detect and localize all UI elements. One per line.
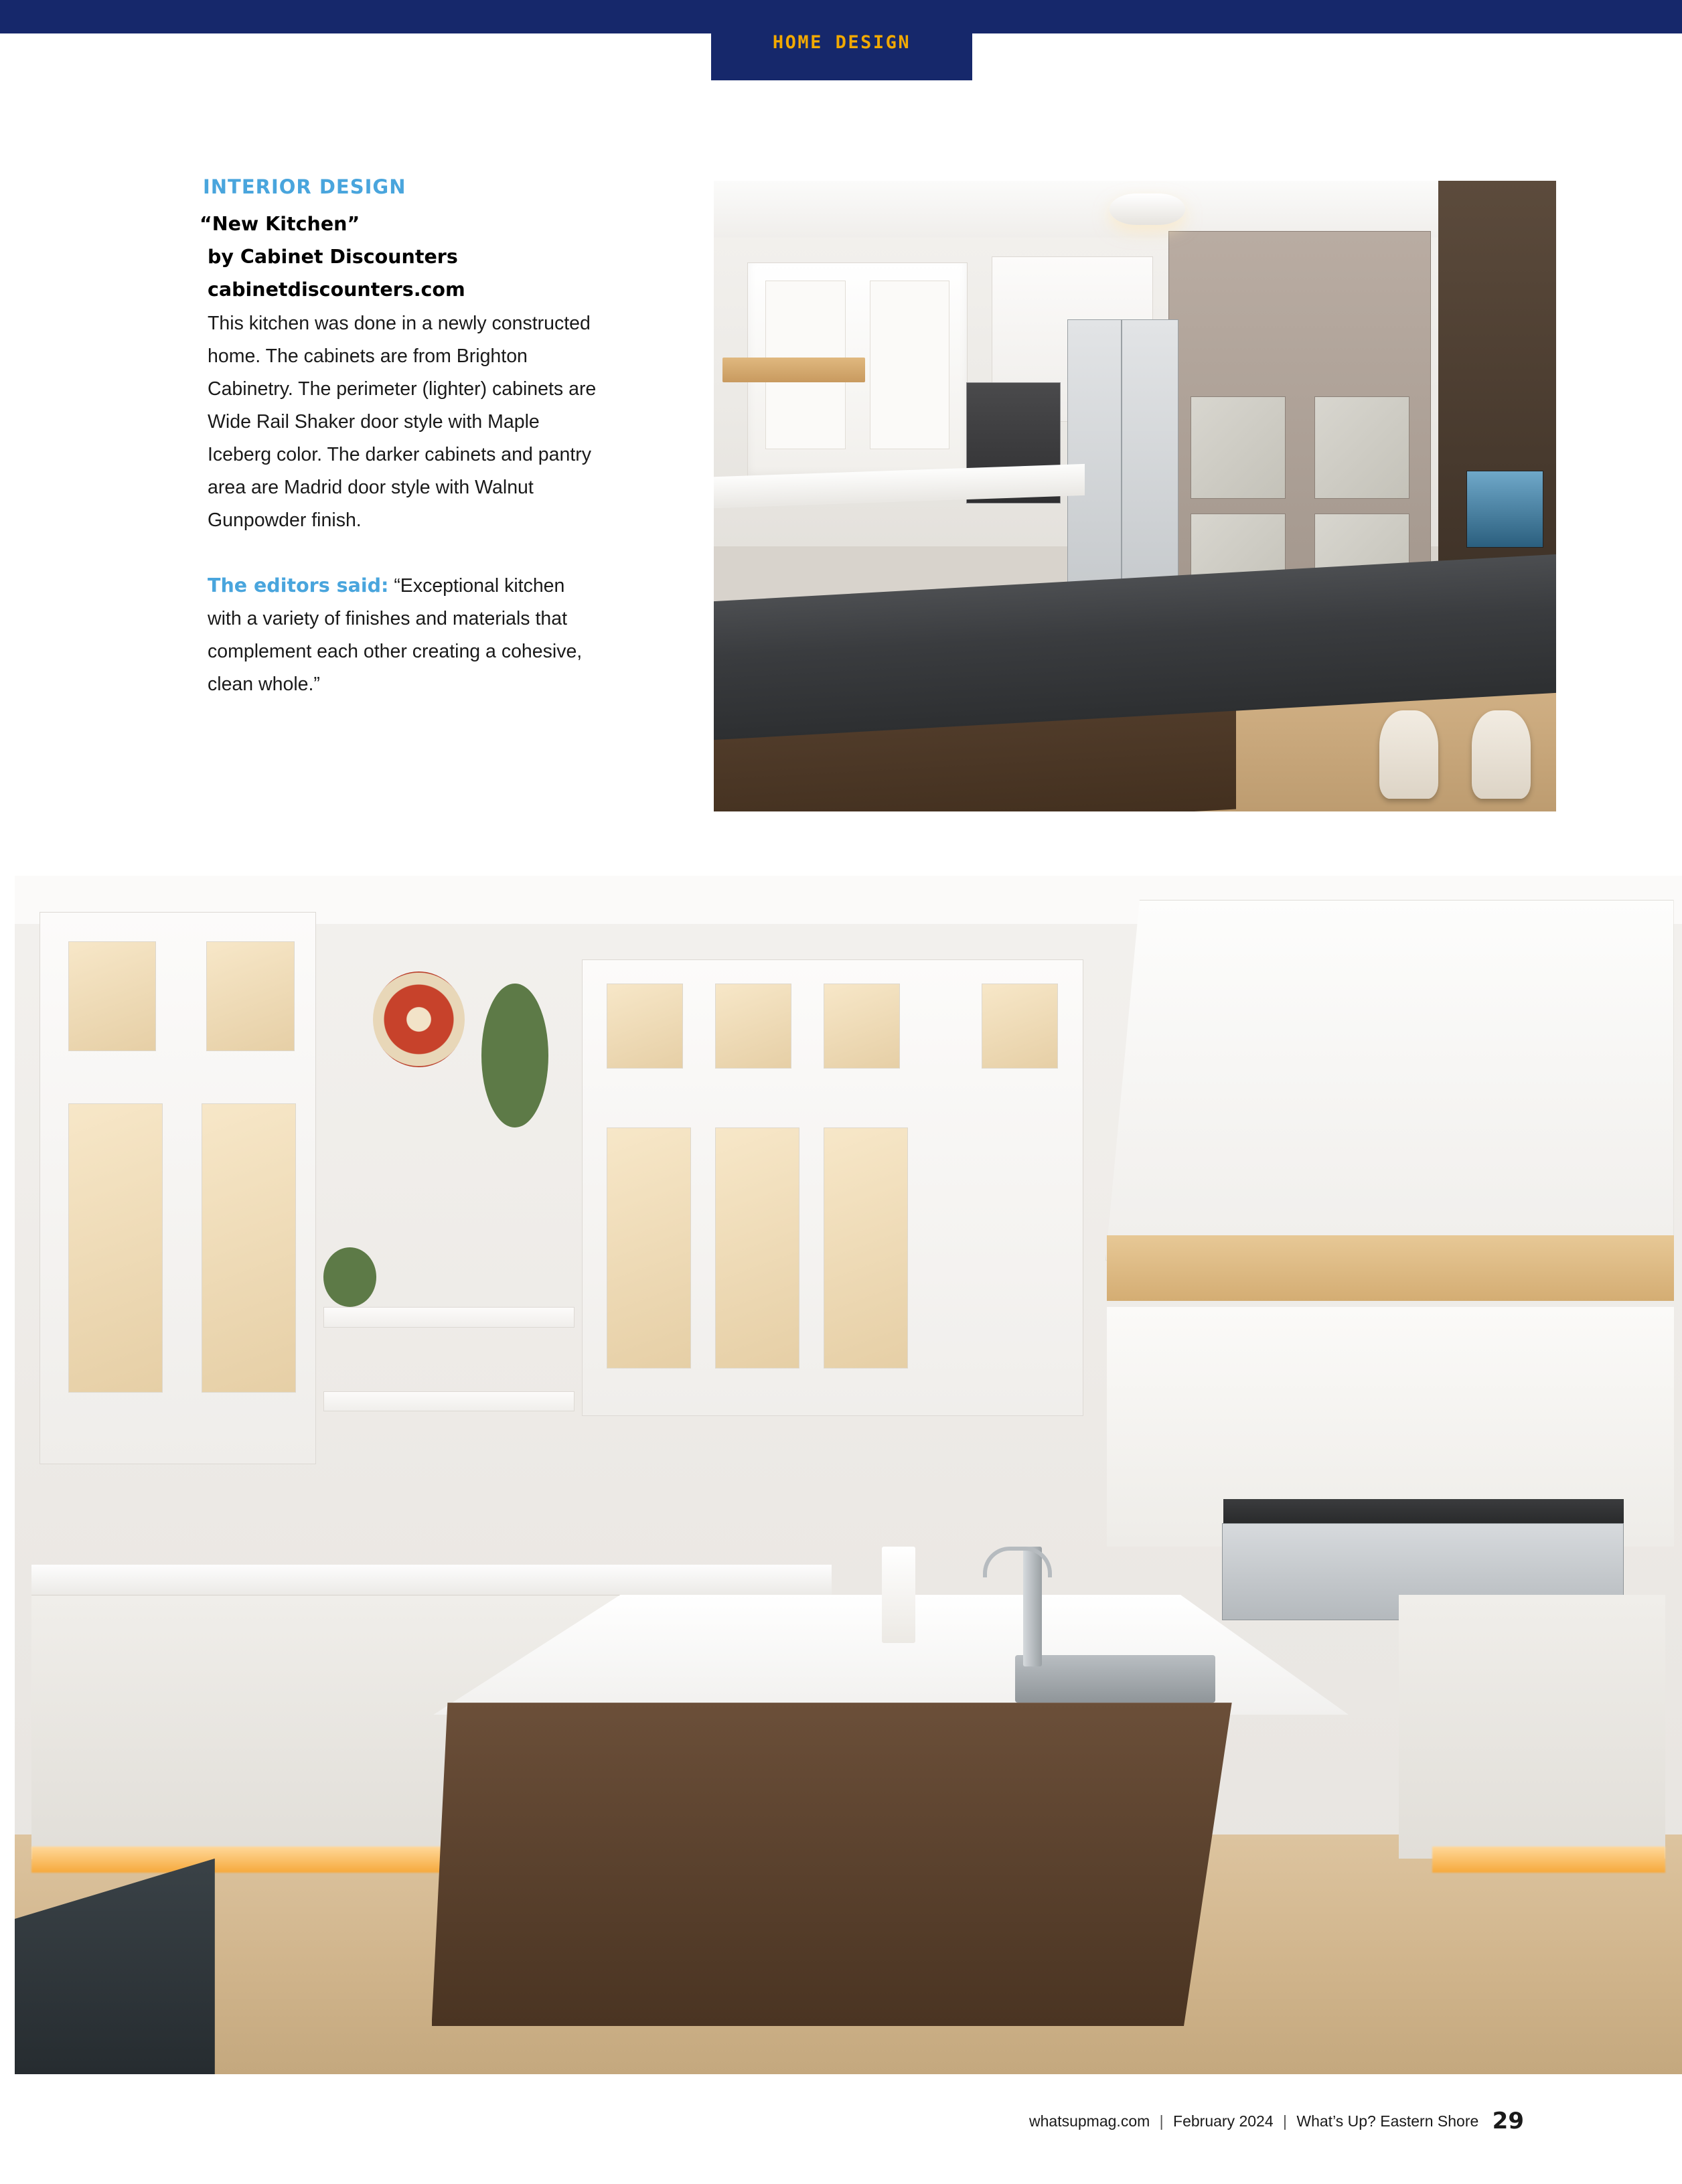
section-tab-label: HOME DESIGN — [772, 32, 911, 53]
lower-base-cabinets-right — [1399, 1595, 1665, 1859]
headline-line-1: “New Kitchen” — [200, 213, 360, 235]
kitchen-photo-lower — [15, 876, 1682, 2074]
section-tab — [711, 0, 972, 80]
upper-glass-pane-right — [1314, 396, 1409, 499]
upper-glass-pane-left — [1191, 396, 1286, 499]
lower-glass-cabinet-9 — [607, 1127, 692, 1369]
lower-photo-scene — [15, 876, 1682, 2074]
lower-hanging-plant — [481, 984, 548, 1127]
lower-glass-cabinet-4 — [202, 1103, 296, 1393]
lower-toe-kick-glow-right — [1432, 1847, 1666, 1873]
article-body: This kitchen was done in a newly constructed home. The cabinets are from Brighton Cabinetry. The perimeter (lighter) cabinets are Wide Rail Shaker door style with Maple Iceberg color. The darker cabinets and pantry area are Madrid door style with Walnut Gunpowder finish. — [208, 313, 597, 531]
upper-wine-fridge — [1466, 471, 1543, 548]
lower-glass-cabinet-1 — [68, 941, 156, 1050]
lower-toe-kick-glow-left — [31, 1847, 465, 1873]
editors-quote: “Exceptional kitchen with a variety of finishes and materials that complement each other creating a cohesive, clean whole.” — [208, 575, 583, 695]
kitchen-photo-upper — [714, 181, 1556, 811]
editors-comment — [200, 569, 601, 701]
lower-glass-cabinet-8 — [982, 984, 1058, 1069]
headline-line-2: by Cabinet Discounters — [208, 246, 458, 268]
article-headline — [200, 208, 601, 306]
lower-island-faucet — [1023, 1547, 1041, 1666]
article-kicker: INTERIOR DESIGN — [203, 175, 406, 198]
editors-label: The editors said: — [208, 574, 389, 597]
lower-island-sink — [1015, 1655, 1215, 1703]
upper-wood-floating-shelf — [722, 358, 866, 383]
lower-floating-shelf-lower — [323, 1391, 575, 1412]
upper-photo-scene — [714, 181, 1556, 811]
lower-decorative-plate — [373, 971, 465, 1067]
lower-glass-cabinet-2 — [206, 941, 294, 1050]
lower-shelf-plant — [323, 1247, 377, 1308]
lower-glass-cabinet-7 — [824, 984, 900, 1069]
headline-line-3: cabinetdiscounters.com — [208, 279, 465, 301]
page-number: 29 — [1492, 2108, 1524, 2134]
page-footer — [0, 2108, 1682, 2134]
footer-separator-1: | — [1159, 2112, 1164, 2130]
lower-hood-wood-band — [1107, 1235, 1674, 1301]
footer-publication: What’s Up? Eastern Shore — [1296, 2112, 1479, 2130]
lower-floating-shelf-upper — [323, 1307, 575, 1328]
lower-range-hood — [1105, 900, 1674, 1261]
article-text-column — [200, 175, 601, 701]
upper-bar-stool-2 — [1472, 710, 1531, 799]
lower-island-walnut-body — [432, 1703, 1232, 2026]
footer-separator-2: | — [1283, 2112, 1287, 2130]
upper-pendant-light — [1110, 193, 1185, 225]
lower-glass-cabinet-11 — [824, 1127, 909, 1369]
lower-paper-towel-holder — [882, 1547, 915, 1642]
lower-glass-cabinet-10 — [715, 1127, 800, 1369]
footer-website: whatsupmag.com — [1029, 2112, 1150, 2130]
lower-glass-cabinet-6 — [715, 984, 791, 1069]
footer-issue: February 2024 — [1173, 2112, 1274, 2130]
lower-glass-cabinet-5 — [607, 984, 683, 1069]
lower-glass-cabinet-3 — [68, 1103, 163, 1393]
upper-bar-stool-1 — [1379, 710, 1438, 799]
